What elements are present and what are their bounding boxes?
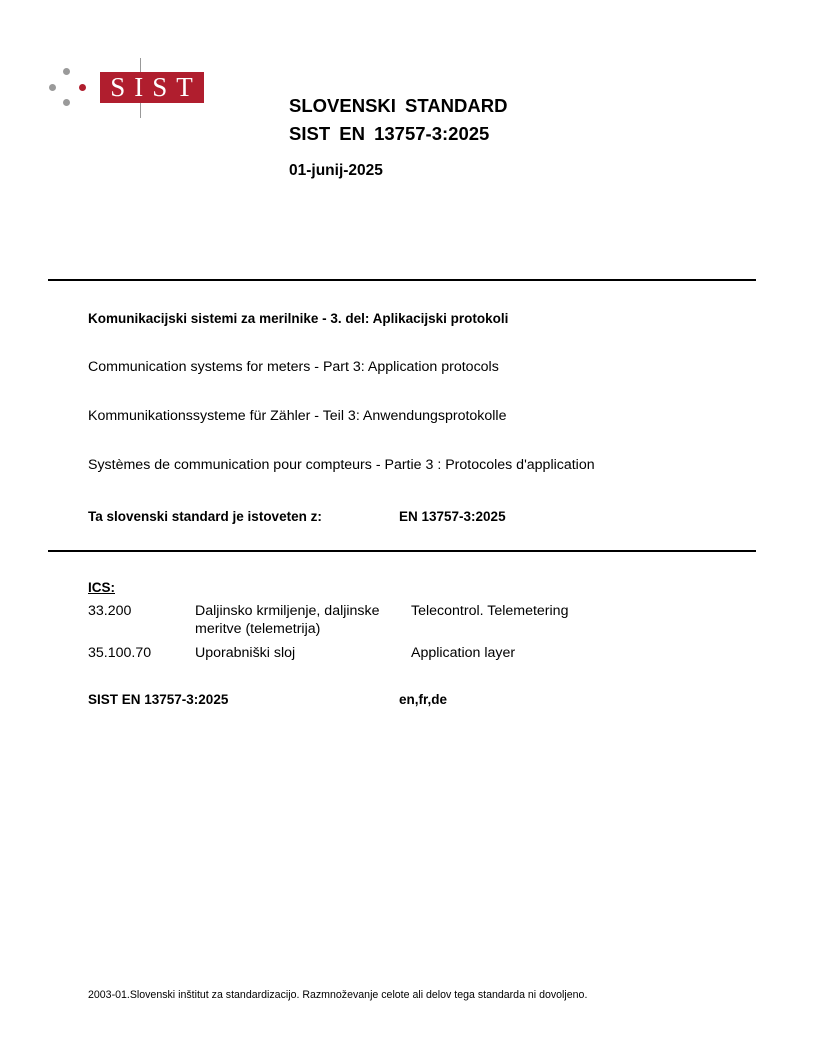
ics-heading: ICS: [88,580,115,595]
title-french: Systèmes de communication pour compteurs - Partie 3 : Protocoles d'application [88,457,595,473]
identical-value: EN 13757-3:2025 [399,509,506,524]
document-code: SIST EN 13757-3:2025 [88,692,229,707]
logo-dot-icon [63,68,70,75]
ics-slovenian: Uporabniški sloj [195,645,296,661]
logo-dot-icon [63,99,70,106]
standard-number: SIST EN 13757-3:2025 [289,123,490,144]
logo-dot-icon [49,84,56,91]
standard-type: SLOVENSKI STANDARD [289,95,508,116]
copyright-notice: 2003-01.Slovenski inštitut za standardizacijo. Razmnoževanje celote ali delov tega standarda ni dovoljeno. [88,989,588,1001]
title-english: Communication systems for meters - Part 3: Application protocols [88,359,499,375]
ics-english: Telecontrol. Telemetering [411,603,569,619]
ics-slovenian-cont: meritve (telemetrija) [195,621,321,637]
logo-dot-red-icon [79,84,86,91]
top-rule [48,279,756,281]
ics-code: 35.100.70 [88,645,152,661]
document-languages: en,fr,de [399,692,448,707]
ics-slovenian: Daljinsko krmiljenje, daljinske [195,603,380,619]
bottom-rule [48,550,756,552]
identical-label: Ta slovenski standard je istoveten z: [88,509,322,524]
ics-english: Application layer [411,645,516,661]
title-slovenian: Komunikacijski sistemi za merilnike - 3. del: Aplikacijski protokoli [88,311,509,326]
publication-date: 01-junij-2025 [289,162,383,179]
title-german: Kommunikationssysteme für Zähler - Teil 3: Anwendungsprotokolle [88,408,507,424]
logo-wordmark: SIST [100,72,204,103]
ics-code: 33.200 [88,603,132,619]
